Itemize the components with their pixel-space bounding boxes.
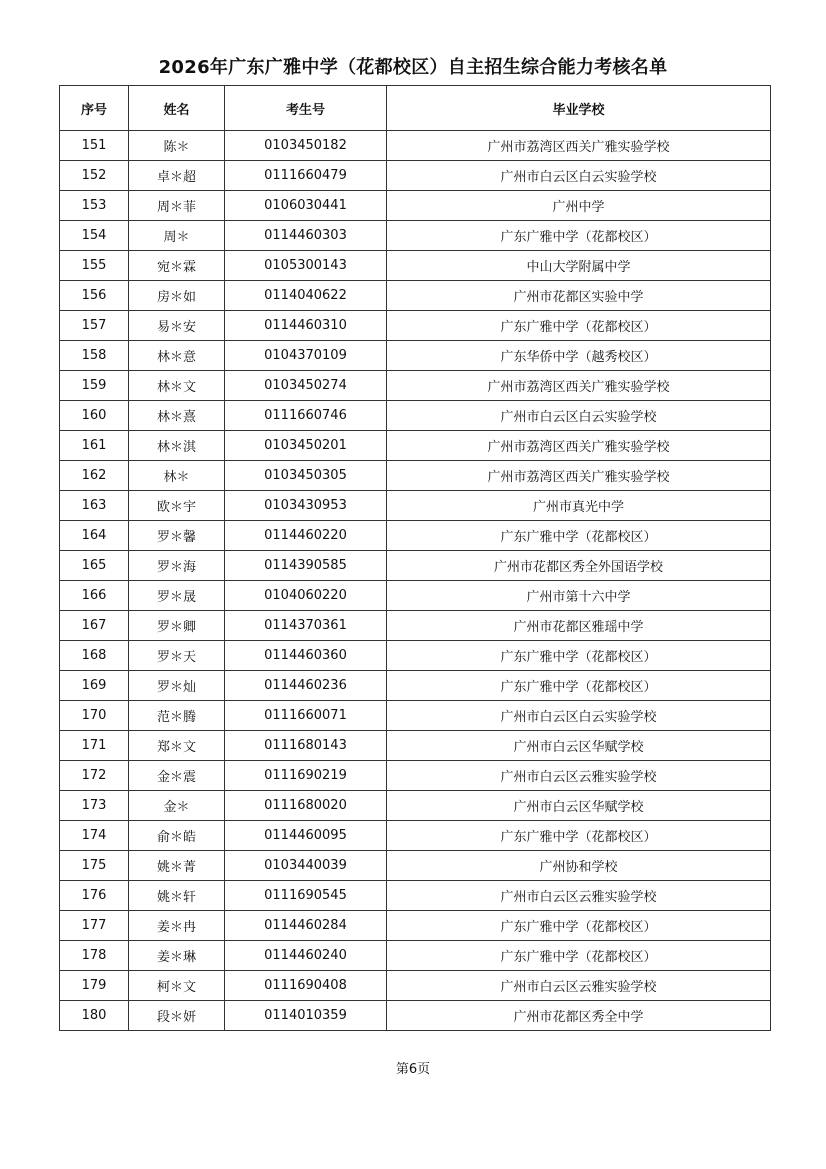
table-row (60, 461, 771, 491)
cell-exam-id: 0111690408 (225, 971, 387, 1001)
cell-school: 广州市白云区云雅实验学校 (387, 881, 771, 911)
cell-school: 广东广雅中学（花都校区） (387, 641, 771, 671)
cell-school: 广州协和学校 (387, 851, 771, 881)
cell-name: 范＊腾 (129, 701, 225, 731)
cell-name: 金＊ (129, 791, 225, 821)
cell-school: 广州市荔湾区西关广雅实验学校 (387, 131, 771, 161)
cell-exam-id: 0103440039 (225, 851, 387, 881)
cell-school: 广州市白云区华赋学校 (387, 731, 771, 761)
cell-school: 广州市荔湾区西关广雅实验学校 (387, 431, 771, 461)
cell-index: 151 (60, 131, 129, 161)
cell-index: 169 (60, 671, 129, 701)
cell-exam-id: 0104370109 (225, 341, 387, 371)
table-body (60, 131, 771, 1031)
cell-school: 广州市荔湾区西关广雅实验学校 (387, 371, 771, 401)
cell-school: 广东广雅中学（花都校区） (387, 521, 771, 551)
table-row (60, 881, 771, 911)
cell-exam-id: 0103450305 (225, 461, 387, 491)
cell-exam-id: 0114040622 (225, 281, 387, 311)
header-index: 序号 (60, 86, 129, 131)
cell-name: 段＊妍 (129, 1001, 225, 1031)
cell-index: 154 (60, 221, 129, 251)
cell-exam-id: 0114460095 (225, 821, 387, 851)
table-row (60, 341, 771, 371)
table-row (60, 521, 771, 551)
cell-school: 广州中学 (387, 191, 771, 221)
table-row (60, 941, 771, 971)
table-row (60, 851, 771, 881)
cell-index: 173 (60, 791, 129, 821)
cell-name: 罗＊天 (129, 641, 225, 671)
cell-name: 罗＊馨 (129, 521, 225, 551)
cell-name: 姜＊琳 (129, 941, 225, 971)
cell-name: 房＊如 (129, 281, 225, 311)
cell-exam-id: 0111690219 (225, 761, 387, 791)
cell-index: 153 (60, 191, 129, 221)
cell-school: 广州市白云区白云实验学校 (387, 701, 771, 731)
cell-exam-id: 0111660479 (225, 161, 387, 191)
cell-exam-id: 0114460220 (225, 521, 387, 551)
cell-name: 罗＊晟 (129, 581, 225, 611)
cell-school: 广州市花都区雅瑶中学 (387, 611, 771, 641)
cell-name: 郑＊文 (129, 731, 225, 761)
cell-name: 易＊安 (129, 311, 225, 341)
table-row (60, 641, 771, 671)
cell-exam-id: 0105300143 (225, 251, 387, 281)
cell-index: 170 (60, 701, 129, 731)
cell-name: 俞＊皓 (129, 821, 225, 851)
cell-index: 167 (60, 611, 129, 641)
cell-name: 林＊文 (129, 371, 225, 401)
cell-index: 180 (60, 1001, 129, 1031)
cell-name: 宛＊霖 (129, 251, 225, 281)
cell-name: 姚＊轩 (129, 881, 225, 911)
table-row (60, 401, 771, 431)
cell-name: 林＊淇 (129, 431, 225, 461)
cell-exam-id: 0111660746 (225, 401, 387, 431)
cell-name: 陈＊ (129, 131, 225, 161)
cell-index: 162 (60, 461, 129, 491)
table-row (60, 131, 771, 161)
document-title: 2026年广东广雅中学（花都校区）自主招生综合能力考核名单 (158, 57, 668, 78)
table-row (60, 1001, 771, 1031)
cell-school: 广东广雅中学（花都校区） (387, 911, 771, 941)
roster-table (59, 85, 771, 1031)
table-row (60, 911, 771, 941)
cell-exam-id: 0114460240 (225, 941, 387, 971)
cell-exam-id: 0114390585 (225, 551, 387, 581)
cell-exam-id: 0106030441 (225, 191, 387, 221)
table-row (60, 281, 771, 311)
table-row (60, 371, 771, 401)
cell-exam-id: 0111660071 (225, 701, 387, 731)
table-row (60, 701, 771, 731)
table-row (60, 191, 771, 221)
cell-name: 林＊熹 (129, 401, 225, 431)
table-row (60, 761, 771, 791)
table-row (60, 971, 771, 1001)
cell-school: 广州市荔湾区西关广雅实验学校 (387, 461, 771, 491)
cell-name: 罗＊海 (129, 551, 225, 581)
cell-school: 广州市花都区秀全中学 (387, 1001, 771, 1031)
table-row (60, 431, 771, 461)
cell-school: 广州市真光中学 (387, 491, 771, 521)
table-row (60, 161, 771, 191)
table-row (60, 671, 771, 701)
cell-index: 165 (60, 551, 129, 581)
cell-index: 171 (60, 731, 129, 761)
cell-index: 177 (60, 911, 129, 941)
header-exam-id: 考生号 (225, 86, 387, 131)
cell-index: 172 (60, 761, 129, 791)
table-row (60, 611, 771, 641)
table-row (60, 821, 771, 851)
table-row (60, 221, 771, 251)
cell-index: 178 (60, 941, 129, 971)
cell-name: 柯＊文 (129, 971, 225, 1001)
cell-index: 164 (60, 521, 129, 551)
cell-name: 姜＊冉 (129, 911, 225, 941)
cell-school: 广州市白云区白云实验学校 (387, 401, 771, 431)
cell-exam-id: 0114010359 (225, 1001, 387, 1031)
cell-name: 姚＊菁 (129, 851, 225, 881)
cell-exam-id: 0103430953 (225, 491, 387, 521)
cell-index: 175 (60, 851, 129, 881)
cell-school: 广东广雅中学（花都校区） (387, 821, 771, 851)
cell-school: 广州市花都区实验中学 (387, 281, 771, 311)
cell-index: 158 (60, 341, 129, 371)
cell-exam-id: 0111680020 (225, 791, 387, 821)
table-row (60, 311, 771, 341)
cell-school: 广东广雅中学（花都校区） (387, 941, 771, 971)
cell-index: 179 (60, 971, 129, 1001)
cell-name: 欧＊宇 (129, 491, 225, 521)
cell-name: 林＊ (129, 461, 225, 491)
table-row (60, 491, 771, 521)
header-school: 毕业学校 (387, 86, 771, 131)
cell-index: 168 (60, 641, 129, 671)
cell-school: 广州市白云区白云实验学校 (387, 161, 771, 191)
cell-name: 罗＊灿 (129, 671, 225, 701)
cell-exam-id: 0114370361 (225, 611, 387, 641)
cell-index: 161 (60, 431, 129, 461)
cell-exam-id: 0114460303 (225, 221, 387, 251)
cell-index: 160 (60, 401, 129, 431)
cell-index: 156 (60, 281, 129, 311)
cell-school: 中山大学附属中学 (387, 251, 771, 281)
cell-exam-id: 0103450182 (225, 131, 387, 161)
cell-school: 广东广雅中学（花都校区） (387, 221, 771, 251)
cell-exam-id: 0103450201 (225, 431, 387, 461)
cell-exam-id: 0114460284 (225, 911, 387, 941)
header-name: 姓名 (129, 86, 225, 131)
cell-school: 广州市白云区云雅实验学校 (387, 761, 771, 791)
table-row (60, 731, 771, 761)
cell-name: 林＊意 (129, 341, 225, 371)
cell-index: 166 (60, 581, 129, 611)
cell-index: 155 (60, 251, 129, 281)
table-header (60, 86, 771, 131)
header-row (60, 86, 771, 131)
cell-school: 广州市白云区云雅实验学校 (387, 971, 771, 1001)
cell-index: 163 (60, 491, 129, 521)
cell-exam-id: 0103450274 (225, 371, 387, 401)
cell-exam-id: 0111680143 (225, 731, 387, 761)
cell-exam-id: 0114460310 (225, 311, 387, 341)
table-row (60, 551, 771, 581)
cell-index: 176 (60, 881, 129, 911)
cell-name: 周＊菲 (129, 191, 225, 221)
cell-exam-id: 0114460236 (225, 671, 387, 701)
cell-school: 广州市第十六中学 (387, 581, 771, 611)
cell-exam-id: 0104060220 (225, 581, 387, 611)
cell-exam-id: 0114460360 (225, 641, 387, 671)
cell-name: 罗＊卿 (129, 611, 225, 641)
page-number: 第6页 (395, 1062, 431, 1077)
cell-school: 广东广雅中学（花都校区） (387, 671, 771, 701)
cell-index: 159 (60, 371, 129, 401)
table-row (60, 581, 771, 611)
cell-school: 广州市白云区华赋学校 (387, 791, 771, 821)
cell-school: 广州市花都区秀全外国语学校 (387, 551, 771, 581)
table-row (60, 251, 771, 281)
cell-name: 卓＊超 (129, 161, 225, 191)
cell-index: 152 (60, 161, 129, 191)
cell-exam-id: 0111690545 (225, 881, 387, 911)
cell-name: 金＊震 (129, 761, 225, 791)
cell-index: 157 (60, 311, 129, 341)
cell-school: 广东华侨中学（越秀校区） (387, 341, 771, 371)
table-row (60, 791, 771, 821)
cell-school: 广东广雅中学（花都校区） (387, 311, 771, 341)
cell-index: 174 (60, 821, 129, 851)
cell-name: 周＊ (129, 221, 225, 251)
